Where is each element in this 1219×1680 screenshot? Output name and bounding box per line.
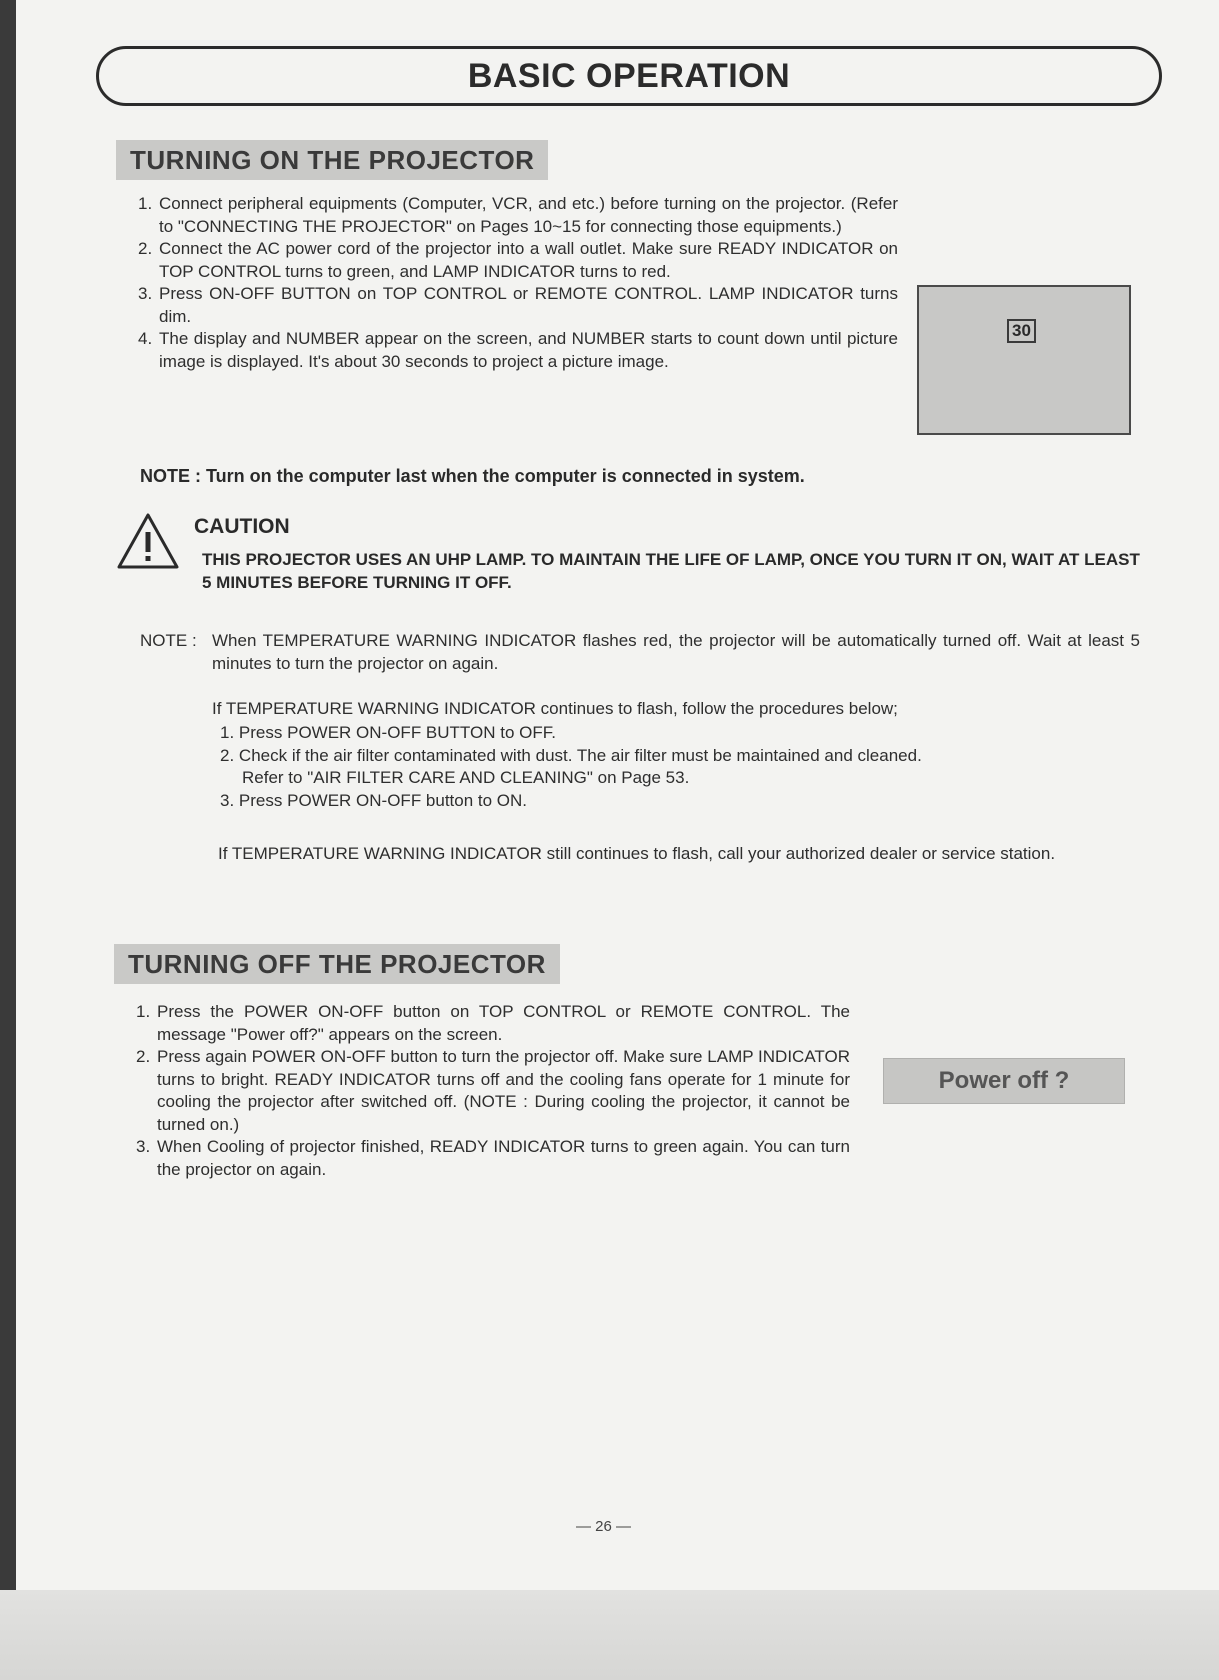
temperature-note-label: NOTE : [140,631,197,650]
list-item: 1. Press POWER ON-OFF BUTTON to OFF. [220,723,556,742]
countdown-number: 30 [1007,319,1036,343]
section-heading-turning-off: TURNING OFF THE PROJECTOR [114,944,560,984]
book-spine [0,0,16,1590]
turning-on-steps [138,193,898,373]
power-off-message: Power off ? [938,1067,1070,1094]
temperature-note-text: When TEMPERATURE WARNING INDICATOR flashes red, the projector will be automatically turned off. Wait at least 5 minutes to turn the projector on again. [212,631,1140,673]
list-item: 1. Press the POWER ON-OFF button on TOP CONTROL or REMOTE CONTROL. The message "Power off?" appears on the screen. [136,1002,850,1044]
turn-on-note: NOTE : Turn on the computer last when the computer is connected in system. [140,466,805,486]
list-item: 4. The display and NUMBER appear on the screen, and NUMBER starts to count down until picture image is displayed. It's about 30 seconds to project a picture image. [138,329,898,371]
page-title-banner [96,46,1162,106]
caution-title: CAUTION [194,515,290,538]
page-number: — 26 — [576,1518,632,1535]
list-item: 2. Check if the air filter contaminated with dust. The air filter must be maintained and cleaned. [220,745,922,765]
section-heading-turning-on: TURNING ON THE PROJECTOR [116,140,548,180]
temperature-note-intro: If TEMPERATURE WARNING INDICATOR continues to flash, follow the procedures below; [212,699,898,718]
turning-off-steps [136,1001,850,1181]
list-item: 3. Press POWER ON-OFF button to ON. [220,790,528,810]
list-item: 2. Connect the AC power cord of the projector into a wall outlet. Make sure READY INDICATOR on TOP CONTROL turns to green, and LAMP INDICATOR turns to red. [138,239,898,281]
temperature-note-steps [220,722,1140,812]
warning-triangle-icon [116,512,180,570]
power-off-message-illustration [883,1058,1125,1104]
caution-text: THIS PROJECTOR USES AN UHP LAMP. TO MAINTAIN THE LIFE OF LAMP, ONCE YOU TURN IT ON, WAIT AT LEAST 5 MINUTES BEFORE TURNING IT OFF. [202,550,1140,592]
list-item: 1. Connect peripheral equipments (Computer, VCR, and etc.) before turning on the projector. (Refer to "CONNECTING THE PROJECTOR" on Pages 10~15 for connecting those equipments.) [138,194,898,236]
page-bottom-shadow [0,1590,1219,1680]
list-item-continuation: Refer to "AIR FILTER CARE AND CLEANING" on Page 53. [242,768,690,787]
list-item: 2. Press again POWER ON-OFF button to turn the projector off. Make sure LAMP INDICATOR turns to bright. READY INDICATOR turns off and the cooling fans operate for 1 minute for cooling the projector after switched off. (NOTE : During cooling the projector, it cannot be turned on.) [136,1047,850,1134]
page-title: BASIC OPERATION [467,56,791,95]
list-item: 3. When Cooling of projector finished, READY INDICATOR turns to green again. You can turn the projector on again. [136,1137,850,1179]
temperature-note-closing: If TEMPERATURE WARNING INDICATOR still continues to flash, call your authorized dealer or service station. [218,844,1056,863]
list-item: 3. Press ON-OFF BUTTON on TOP CONTROL or REMOTE CONTROL. LAMP INDICATOR turns dim. [138,284,898,326]
countdown-screen-illustration [917,285,1131,435]
